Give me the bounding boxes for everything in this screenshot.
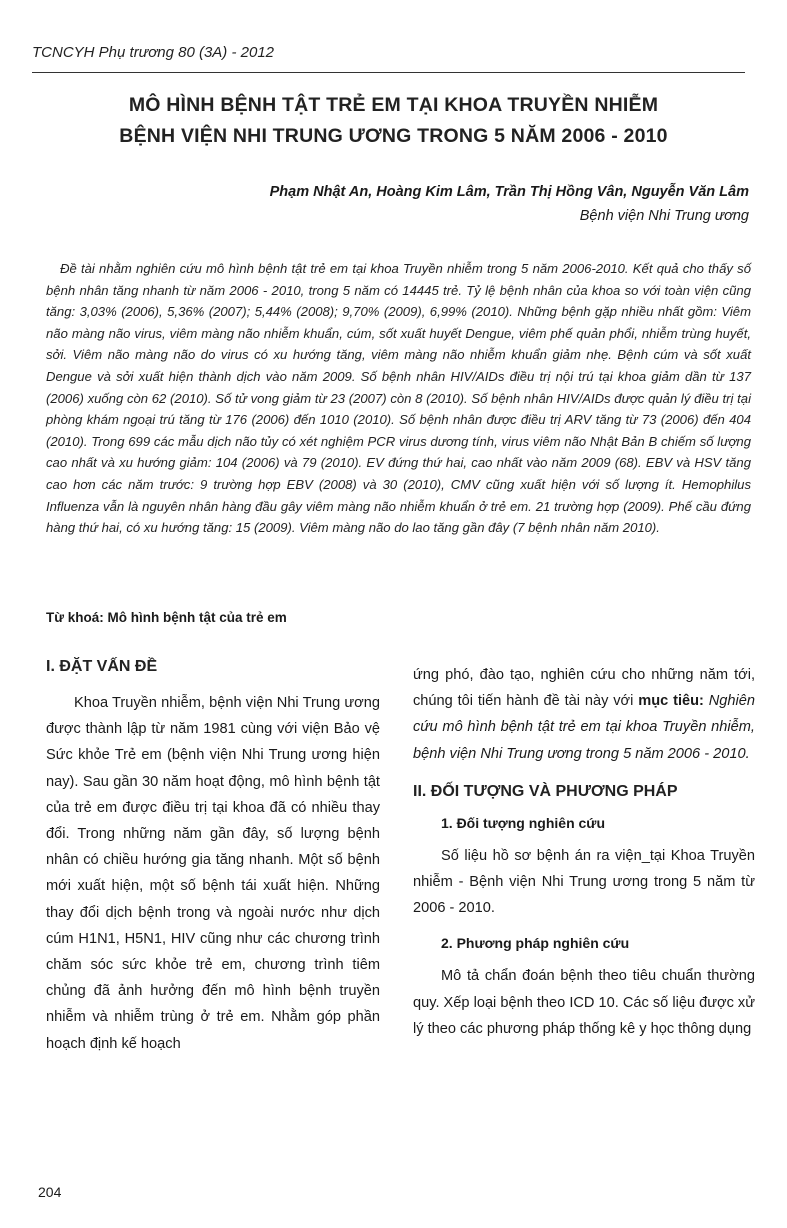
paper-title bbox=[40, 90, 747, 152]
section-2-heading: II. ĐỐI TƯỢNG VÀ PHƯƠNG PHÁP bbox=[413, 782, 678, 800]
subsection-2-heading: 2. Phương pháp nghiên cứu bbox=[441, 935, 630, 952]
author-names: Phạm Nhật An, Hoàng Kim Lâm, Trần Thị Hồng Vân, Nguyễn Văn Lâm bbox=[269, 184, 749, 200]
abstract: Đề tài nhằm nghiên cứu mô hình bệnh tật trẻ em tại khoa Truyền nhiễm trong 5 năm 2006-2010. Kết quả cho thấy số bệnh nhân tăng nhanh từ năm 2006 - 2010, trong 5 năm có 14445 trẻ. Tỷ lệ bệnh nhân của khoa so với toàn viện cũng tăng: 3,03% (2006), 5,36% (2007); 5,44% (2008); 9,70% (2009), 6,99% (2010). Những bệnh gặp nhiều nhất gồm: Viêm não màng não virus, viêm màng não nhiễm khuẩn, cúm, sốt xuất huyết Dengue, viêm phế quản phổi, nhiễm trùng huyết, sởi. Viêm não màng não do virus có xu hướng tăng, viêm màng não nhiễm khuẩn giảm nhẹ. Bệnh cúm và sốt xuất Dengue và sởi xuất hiện thành dịch vào năm 2009. Số bệnh nhân HIV/AIDs điều trị nội trú tại khoa giảm dần từ 137 (2006) xuống còn 62 (2010). Số tử vong giảm từ 23 (2007) còn 8 (2010). Số bệnh nhân HIV/AIDs được quản lý điều trị tại phòng khám ngoại trú tăng từ 176 (2006) đến 1010 (2010). Số bệnh nhân được điều trị ARV tăng từ 73 (2006) đến 404 (2010). Trong 699 các mẫu dịch não tủy có xét nghiệm PCR virus dương tính, virus viêm não Nhật Bản B chiếm số lượng cao nhất và xu hướng giảm: 104 (2006) và 79 (2010). EV đứng thứ hai, cao nhất vào năm 2009 (68). EBV và HSV tăng cao hơn các năm trước: 9 trường hợp EBV (2008) và 30 (2010), CMV cũng xuất hiện với số lượng ít. Hemophilus Influenza vẫn là nguyên nhân hàng đầu gây viêm màng não nhiễm khuẩn ở trẻ em. 21 trường hợp (2009). Phế cầu đứng hàng thứ hai, có xu hướng tăng: 15 (2009). Viêm màng não do lao tăng gần đây (7 bệnh nhân năm 2010). bbox=[46, 261, 751, 536]
header-divider bbox=[32, 72, 745, 73]
section-1-paragraph: Khoa Truyền nhiễm, bệnh viện Nhi Trung ương được thành lập từ năm 1981 cùng với viện Bảo vệ Sức khỏe Trẻ em (bệnh viện Nhi Trung ương hiện nay). Sau gần 30 năm hoạt động, mô hình bệnh tật của trẻ em được điều trị tại khoa đã có nhiều thay đổi. Trong những năm gần đây, số lượng bệnh nhân có chiều hướng gia tăng nhanh. Một số bệnh mới xuất hiện, một số bệnh tái xuất hiện. Những thay đổi dịch bệnh trong và ngoài nước như dịch cúm H1N1, H5N1, HIV cũng như các chương trình chăm sóc sức khỏe trẻ em, chương trình tiêm chủng đã ảnh hưởng đến mô hình bệnh truyền nhiễm và nhiễm trùng ở trẻ em. Nhằm góp phần hoạch định kế hoạch bbox=[46, 695, 380, 1052]
page-number: 204 bbox=[38, 1184, 62, 1200]
subsection-1-heading: 1. Đối tượng nghiên cứu bbox=[441, 814, 606, 831]
keywords: Từ khoá: Mô hình bệnh tật của trẻ em bbox=[46, 610, 287, 625]
journal-header: TCNCYH Phụ trương 80 (3A) - 2012 bbox=[32, 44, 274, 61]
title-line-2: BỆNH VIỆN NHI TRUNG ƯƠNG TRONG 5 NĂM 2006 - 2010 bbox=[119, 125, 668, 147]
left-column bbox=[46, 658, 380, 1057]
title-line-1: MÔ HÌNH BỆNH TẬT TRẺ EM TẠI KHOA TRUYỀN NHIỄM bbox=[128, 94, 659, 116]
objective-label: mục tiêu: bbox=[638, 693, 704, 710]
right-column bbox=[413, 662, 755, 1042]
objective-text: Nghiên cứu mô hình bệnh tật trẻ em tại khoa Truyền nhiễm, bệnh viện Nhi Trung ương trong 5 năm 2006 - 2010. bbox=[413, 693, 756, 762]
subsection-1-text: Số liệu hồ sơ bệnh án ra viện_tại Khoa Truyền nhiễm - Bệnh viện Nhi Trung ương trong 5 năm từ 2006 - 2010. bbox=[413, 847, 755, 917]
continuation-text: ứng phó, đào tạo, nghiên cứu cho những năm tới, chúng tôi tiến hành đề tài này với bbox=[413, 667, 755, 710]
author-block bbox=[270, 180, 749, 228]
section-1-heading: I. ĐẶT VẤN ĐỀ bbox=[46, 658, 158, 675]
subsection-2-text: Mô tả chẩn đoán bệnh theo tiêu chuẩn thường quy. Xếp loại bệnh theo ICD 10. Các số liệu được xử lý theo các phương pháp thống kê y học thông dụng bbox=[413, 968, 755, 1037]
author-affiliation: Bệnh viện Nhi Trung ương bbox=[579, 208, 749, 224]
section-1-continuation bbox=[413, 662, 755, 767]
